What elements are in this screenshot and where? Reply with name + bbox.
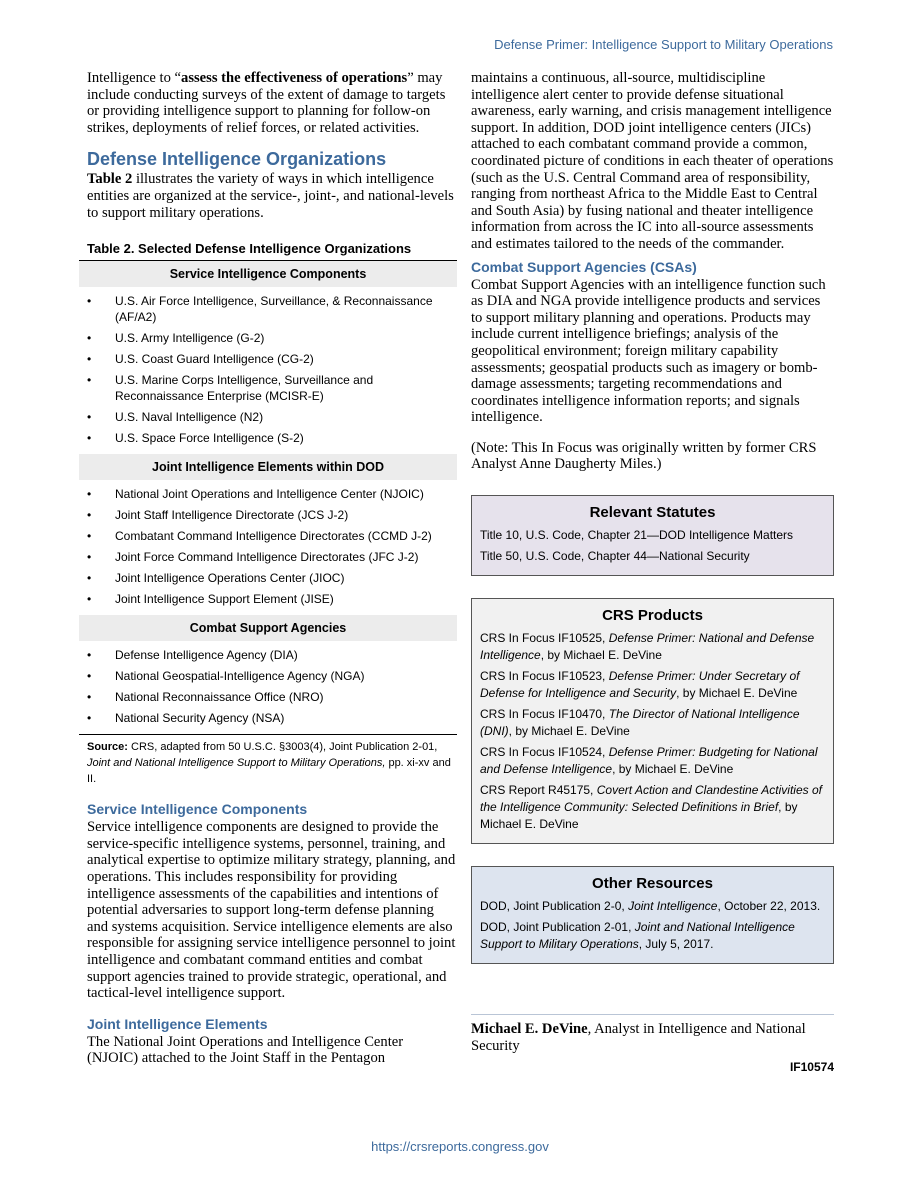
table-list-item: • Defense Intelligence Agency (DIA) [87,648,298,663]
csa-heading: Combat Support Agencies (CSAs) [471,258,697,275]
bullet-icon: • [87,352,92,367]
continued-paragraph: maintains a continuous, all-source, multidiscipline intelligence alert center to provide defense situational awareness, early warning, and crisis management intelligence support. In addition, DOD joint intelligence centers (JICs) attached to each combatant command provide a common, coordinated picture of conditions in each theater of operations (such as the U.S. Central Command area of responsibility, ranging from northeast Africa to the Middle East to Central and South Asia) by fusing national and theater intelligence information from across the IC into all-source assessments and estimates tailored to the needs of the commander. [471,70,834,252]
org-paragraph [87,171,457,221]
table-section-header: Joint Intelligence Elements within DOD [79,454,457,480]
table-caption: Table 2. Selected Defense Intelligence Organizations [87,241,412,257]
crs-product-item: CRS In Focus IF10525, Defense Primer: National and Defense Intelligence, by Michael E. DeVine [480,631,815,663]
bullet-icon: • [87,648,92,663]
table-list-item: • U.S. Army Intelligence (G-2) [87,331,265,346]
table-list-item: • U.S. Coast Guard Intelligence (CG-2) [87,352,314,367]
bullet-icon: • [87,690,92,705]
joint-paragraph: The National Joint Operations and Intelligence Center (NJOIC) attached to the Joint Staff in the Pentagon [87,1033,404,1067]
table-reference: Table 2 [87,171,133,188]
table-section-list [79,641,457,734]
relevant-statutes-box [471,495,834,576]
org-heading: Defense Intelligence Organizations [87,149,387,170]
crs-product-item: CRS In Focus IF10470, The Director of National Intelligence (DNI), by Michael E. DeVine [480,707,800,739]
table-section-header: Combat Support Agencies [79,615,457,641]
intro-paragraph [87,70,457,136]
page-header-title: Defense Primer: Intelligence Support to Military Operations [494,37,833,52]
table-list-item: • National Geospatial-Intelligence Agency (NGA) [87,669,365,684]
table-list-item: • Joint Staff Intelligence Directorate (JCS J-2) [87,508,349,523]
table-list-item: • U.S. Marine Corps Intelligence, Surveillance and Reconnaissance Enterprise (MCISR-E) [87,373,374,404]
intro-emphasis: assess the effectiveness of operations [181,70,408,86]
service-heading: Service Intelligence Components [87,801,308,818]
resource-item: DOD, Joint Publication 2-01, Joint and National Intelligence Support to Military Operations, July 5, 2017. [480,920,795,952]
crs-product-item: CRS In Focus IF10523, Defense Primer: Under Secretary of Defense for Intelligence and Security, by Michael E. DeVine [480,669,800,701]
bullet-icon: • [87,487,92,502]
bullet-icon: • [87,550,92,565]
table-list-item: • National Joint Operations and Intelligence Center (NJOIC) [87,487,424,502]
statute-item: Title 10, U.S. Code, Chapter 21—DOD Intelligence Matters [480,528,794,543]
table-section-list [79,480,457,615]
author-line [471,1014,834,1054]
resource-item: DOD, Joint Publication 2-0, Joint Intelligence, October 22, 2013. [480,899,821,914]
source-label: Source: [87,741,128,754]
source-title: Joint and National Intelligence Support to Military Operations, [87,757,386,770]
bullet-icon: • [87,571,92,586]
intro-text-end: ” may include conducting surveys of the extent of damage to targets or providing intelligence support to planning for follow-on strikes, deployments of relief forces, or related activities. [87,70,446,136]
table-list-item: • Joint Force Command Intelligence Directorates (JFC J-2) [87,550,419,565]
author-name: Michael E. DeVine [471,1021,588,1038]
crs-products-box [471,598,834,844]
other-resources-box [471,866,834,964]
table-list-item: • U.S. Air Force Intelligence, Surveillance, & Reconnaissance (AF/A2) [87,294,433,325]
csa-paragraph: Combat Support Agencies with an intelligence function such as DIA and NGA provide intelligence products and services to support military planning and operations. Products may include current intelligence briefings; analysis of the geopolitical environment; foreign military capability assessments; geospatial products such as imagery or bomb-damage assessments; targeting recommendations and coordinates intelligence information reports; and signals intelligence. [471,276,826,426]
statute-item: Title 50, U.S. Code, Chapter 44—National Security [480,549,750,564]
bullet-icon: • [87,592,92,607]
right-column [471,70,834,1074]
bullet-icon: • [87,373,92,388]
bullet-icon: • [87,331,92,346]
bullet-icon: • [87,529,92,544]
left-column [87,70,457,1067]
service-paragraph: Service intelligence components are designed to provide the service-specific intelligence systems, personnel, training, and analytical expertise to optimize military strategy, planning, and operations. This includes responsibility for providing intelligence assessments of the capabilities and intentions of potential adversaries to support long-term defense planning and systems acquisition. Service intelligence elements are also responsible for assigning service intelligence personnel to joint intelligence and combatant command entities and combat support agencies trained to provide strategic, operational, and tactical-level intelligence support. [87,819,456,1002]
table-list-item: • Joint Intelligence Operations Center (JIOC) [87,571,345,586]
table-list-item: • Combatant Command Intelligence Directorates (CCMD J-2) [87,529,432,544]
table-list-item: • U.S. Naval Intelligence (N2) [87,410,264,425]
product-id: IF10574 [789,1060,834,1075]
table-list-item: • Joint Intelligence Support Element (JISE) [87,592,334,607]
bullet-icon: • [87,669,92,684]
table-list-item: • National Reconnaissance Office (NRO) [87,690,324,705]
note-paragraph: (Note: This In Focus was originally written by former CRS Analyst Anne Daugherty Miles.) [471,439,817,473]
table-section-list [79,287,457,454]
table-source: Source: CRS, adapted from 50 U.S.C. §3003(4), Joint Publication 2-01, Joint and National Intelligence Support to Military Operations, pp. xi-xv and II. [87,741,451,786]
statutes-title: Relevant Statutes [589,504,716,522]
crs-product-item: CRS Report R45175, Covert Action and Clandestine Activities of the Intelligence Community: Selected Definitions in Brief, by Michael E. DeVine [480,783,822,832]
crs-product-item: CRS In Focus IF10524, Defense Primer: Budgeting for National and Defense Intelligence, by Michael E. DeVine [480,745,818,777]
table-section-header: Service Intelligence Components [79,261,457,287]
joint-heading: Joint Intelligence Elements [87,1015,268,1032]
crs-products-title: CRS Products [602,607,703,625]
table-list-item: • National Security Agency (NSA) [87,711,285,726]
bullet-icon: • [87,711,92,726]
footer-url[interactable]: https://crsreports.congress.gov [371,1139,549,1154]
table-list-item: • U.S. Space Force Intelligence (S-2) [87,431,304,446]
bullet-icon: • [87,294,92,309]
bullet-icon: • [87,508,92,523]
other-resources-title: Other Resources [592,875,713,893]
organizations-table [79,260,457,735]
org-text: illustrates the variety of ways in which intelligence entities are organized at the service-, joint-, and national-levels to support military operations. [87,171,454,221]
bullet-icon: • [87,431,92,446]
intro-text-start: Intelligence to “ [87,70,182,86]
author-role: , Analyst in Intelligence and National Security [471,1021,806,1054]
bullet-icon: • [87,410,92,425]
